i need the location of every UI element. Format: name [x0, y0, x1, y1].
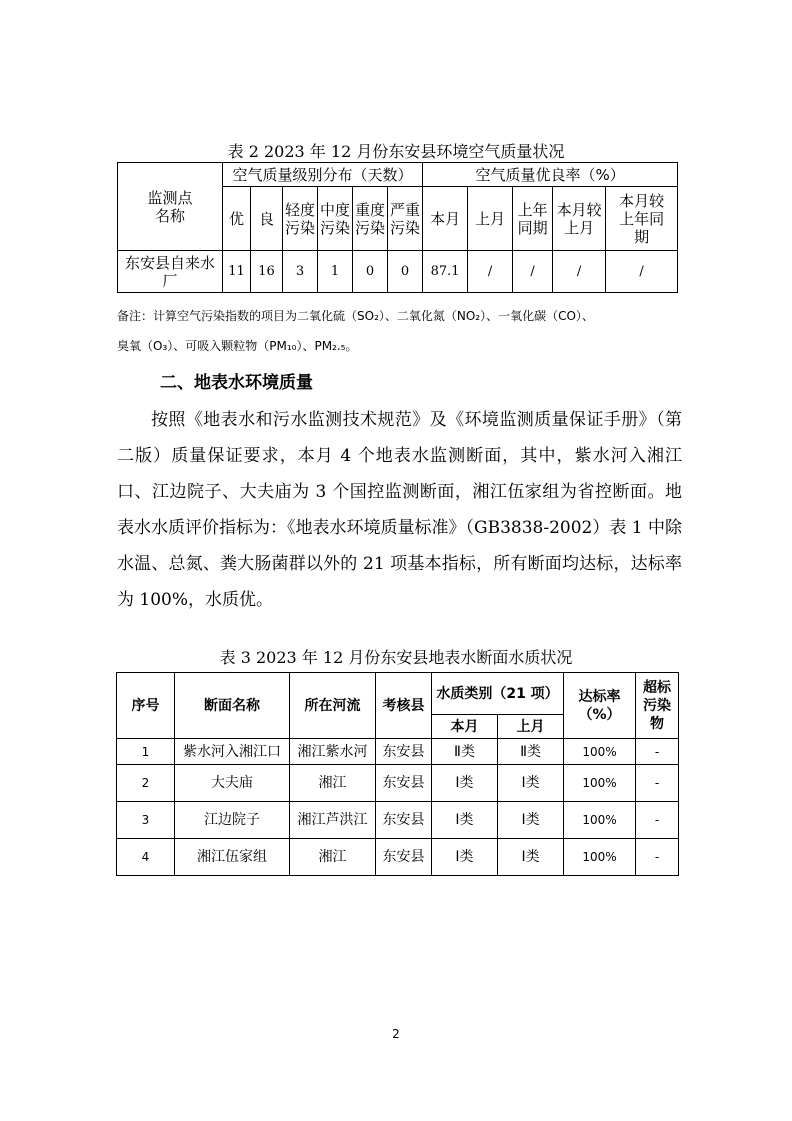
row-rate: 100% [564, 765, 636, 802]
station-name: 东安县自来水厂 [118, 251, 223, 293]
table-cell: / [553, 251, 606, 293]
surface-water-table [116, 672, 679, 876]
row-no: 3 [117, 802, 175, 839]
table-cell: 11 [223, 251, 251, 293]
table-cell: 1 [318, 251, 353, 293]
level-header: 重度 污染 [353, 187, 388, 251]
note-line: 臭氧（O₃）、可吸入颗粒物（PM₁₀）、PM₂.₅。 [117, 339, 358, 353]
row-current: Ⅱ类 [432, 739, 498, 765]
row-last: Ⅰ类 [498, 839, 564, 876]
row-no: 1 [117, 739, 175, 765]
row-name: 江边院子 [175, 802, 290, 839]
row-county: 东安县 [376, 802, 432, 839]
rate-col-header: 上年 同期 [513, 187, 553, 251]
rate-header: 达标率 （%） [564, 673, 636, 739]
table-cell: / [606, 251, 678, 293]
section-heading: 二、地表水环境质量 [160, 373, 313, 393]
rate-col-header: 本月较 上月 [553, 187, 606, 251]
table2-note [117, 301, 687, 361]
row-name: 紫水河入湘江口 [175, 739, 290, 765]
air-quality-table [117, 162, 678, 293]
level-header: 中度 污染 [318, 187, 353, 251]
row-rate: 100% [564, 739, 636, 765]
current-month-header: 本月 [432, 715, 498, 739]
table-row [117, 839, 679, 876]
level-header: 良 [251, 187, 283, 251]
level-header: 优 [223, 187, 251, 251]
river-header: 所在河流 [290, 673, 376, 739]
no-header: 序号 [117, 673, 175, 739]
row-last: Ⅰ类 [498, 802, 564, 839]
table-cell: 87.1 [423, 251, 468, 293]
table-cell: 16 [251, 251, 283, 293]
row-county: 东安县 [376, 765, 432, 802]
row-current: Ⅰ类 [432, 802, 498, 839]
county-header: 考核县 [376, 673, 432, 739]
row-exceed: - [636, 839, 679, 876]
row-river: 湘江 [290, 765, 376, 802]
section-paragraph: 按照《地表水和污水监测技术规范》及《环境监测质量保证手册》（第二版）质量保证要求，本月 4 个地表水监测断面，其中，紫水河入湘江口、江边院子、大夫庙为 3 个国控监测断面，湘江伍家组为省控断面。地表水水质评价指标为：《地表水环境质量标准》（GB3838-2002）表 1 中除水温、总氮、粪大肠菌群以外的 21 项基本指标，所有断面均达标，达标率为 100%，水质优。 [117, 410, 682, 610]
quality-header: 水质类别（21 项） [432, 673, 564, 715]
row-county: 东安县 [376, 839, 432, 876]
table-row [117, 802, 679, 839]
table-row [117, 765, 679, 802]
rate-col-header: 本月 [423, 187, 468, 251]
row-current: Ⅰ类 [432, 839, 498, 876]
table-cell: / [468, 251, 513, 293]
row-rate: 100% [564, 839, 636, 876]
distribution-header: 空气质量级别分布（天数） [223, 163, 423, 187]
table3-caption: 表 3 2023 年 12 月份东安县地表水断面水质状况 [219, 648, 573, 667]
table2-caption: 表 2 2023 年 12 月份东安县环境空气质量状况 [227, 142, 565, 161]
row-name: 大夫庙 [175, 765, 290, 802]
last-month-header: 上月 [498, 715, 564, 739]
row-exceed: - [636, 739, 679, 765]
note-line: 备注：计算空气污染指数的项目为二氧化硫（SO₂）、二氧化氮（NO₂）、一氧化碳（CO）、 [117, 309, 594, 323]
rate-header: 空气质量优良率（%） [423, 163, 678, 187]
row-river: 湘江紫水河 [290, 739, 376, 765]
station-header: 监测点 名称 [118, 163, 223, 251]
row-rate: 100% [564, 802, 636, 839]
level-header: 轻度 污染 [283, 187, 318, 251]
table-cell: 0 [388, 251, 423, 293]
row-last: Ⅰ类 [498, 765, 564, 802]
row-no: 2 [117, 765, 175, 802]
row-river: 湘江芦洪江 [290, 802, 376, 839]
level-header: 严重 污染 [388, 187, 423, 251]
page-number: 2 [392, 1027, 400, 1041]
rate-col-header: 上月 [468, 187, 513, 251]
row-name: 湘江伍家组 [175, 839, 290, 876]
row-county: 东安县 [376, 739, 432, 765]
name-header: 断面名称 [175, 673, 290, 739]
rate-col-header: 本月较 上年同 期 [606, 187, 678, 251]
row-river: 湘江 [290, 839, 376, 876]
row-last: Ⅱ类 [498, 739, 564, 765]
row-current: Ⅰ类 [432, 765, 498, 802]
row-exceed: - [636, 802, 679, 839]
table-cell: 3 [283, 251, 318, 293]
table-cell: / [513, 251, 553, 293]
table-row [117, 739, 679, 765]
row-exceed: - [636, 765, 679, 802]
row-no: 4 [117, 839, 175, 876]
table-cell: 0 [353, 251, 388, 293]
exceed-header: 超标 污染 物 [636, 673, 679, 739]
